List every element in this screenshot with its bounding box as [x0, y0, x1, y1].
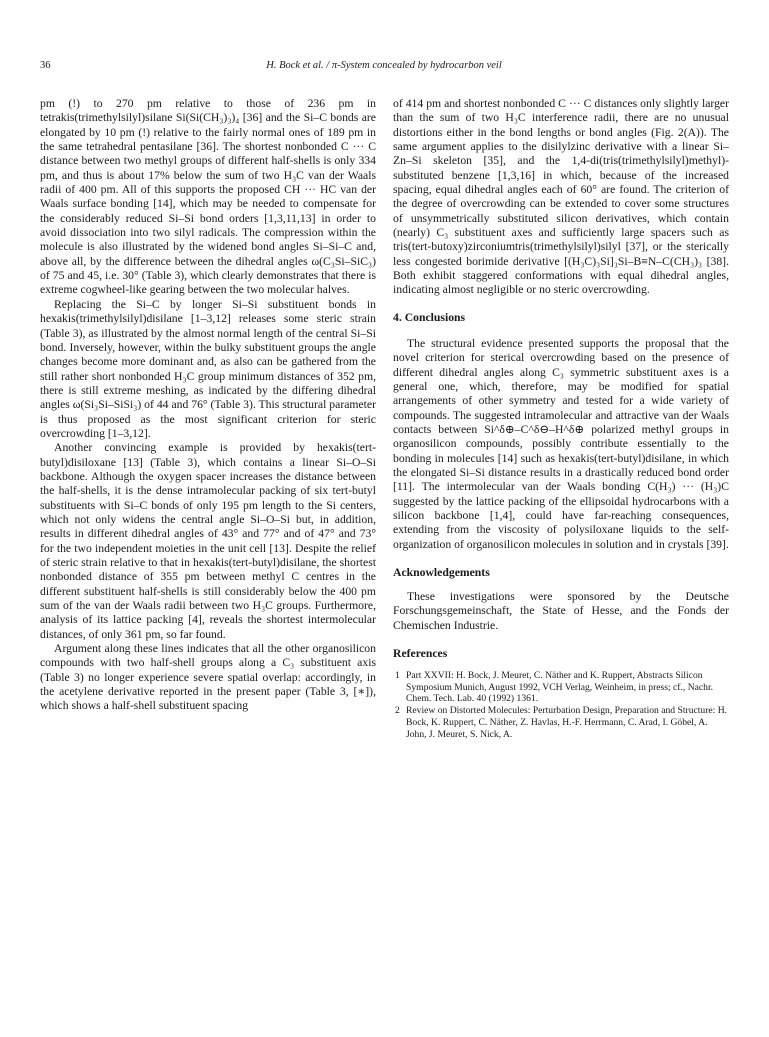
section-heading-conclusions: 4. Conclusions [393, 310, 466, 324]
right-column [393, 97, 729, 740]
reference-item [393, 705, 729, 740]
body-paragraph: of 414 pm and shortest nonbonded C ··· C distances only slightly larger than the sum of two H₃C interference radii, there are no unusual distortions either in the bond lengths or bond angles (Fig. 2(A)). The same argument applies to the disilylzinc derivative with a linear Si–Zn–Si skeleton [35], and the 1,4-di(tris(trimethylsilyl)methyl)-substituted benzene [1,3,16] in which, because of the increased spacing, equal dihedral angles each of 60° are found. The criterion of the degree of overcrowding can be extended to cover some structures of unsymmetrically substituted silicon derivatives, which contain (nearly) C₃ substituent axes and sufficiently large spacers such as tris(tert-butoxy)zirconiumtris(trimethylsilyl)silyl [37], or the sterically less congested borimide derivative [(H₃C)₃Si]₃Si–B≡N–C(CH₃)₃ [38]. Both exhibit staggered conformations with equal dihedral angles, indicating almost negligible or no steric overcrowding. [393, 97, 729, 297]
body-paragraph: Another convincing example is provided by hexakis(tert-butyl)disiloxane [13] (Table 3), which contains a linear Si–O–Si backbone. Although the oxygen spacer increases the distance between the half-shells, it is the dense intramolecular packing of six tert-butyl substituents with Si–C bonds of only 195 pm length to the Si centers, which not only widens the central angle Si–O–Si but, in addition, results in different dihedral angles of 43° and 77° and of 47° and 73° for the two independent moieties in the unit cell [13]. Despite the relief of steric strain relative to that in hexakis(tert-butyl)disilane, the shortest nonbonded distance of 355 pm between methyl C centres in the different substituent half-shells is still considerably below the 400 pm sum of the van der Waals radii between two H₃C groups. Furthermore, analysis of its lattice packing [4], reveals the shortest intermolecular distances, of only 361 pm, so far found. [40, 441, 376, 641]
body-paragraph: The structural evidence presented supports the proposal that the novel criterion for sterical overcrowding based on the presence of different dihedral angles along C₃ symmetric substituent axes is a general one, which, therefore, may be modified for spatial arrangements of other symmetry and tested for a wide variety of compounds. The suggested intramolecular and attractive van der Waals contacts between Si^δ⊕–C^δ⊖–H^δ⊕ polarized methyl groups in organosilicon compounds, possibly contribute essentially to the bonding in molecules [14] such as hexakis(tert-butyl)disilane, in which the elongated Si–Si distance results in a drastically reduced bond order [11]. The intermolecular van der Waals bonding C(H₃) ··· (H₃)C suggested by the lattice packing of the ellipsoidal hydrocarbons with a silicon backbone [1,4], could have far-reaching consequences, extending from the viscosity of polysiloxane liquids to the self-organization of organosilicon molecules in solution and in crystals [39]. [393, 336, 729, 551]
reference-text: Part XXVII: H. Bock, J. Meuret, C. Näther and K. Ruppert, Abstracts Silicon Symposium Munich, August 1992, VCH Verlag, Weinheim, in press; cf., Nachr. Chem. Tech. Lab. 40 (1992) 1361. [406, 670, 714, 705]
reference-list [393, 670, 729, 740]
body-paragraph: pm (!) to 270 pm relative to those of 236 pm in tetrakis(trimethylsilyl)silane Si(Si(CH₃)₃)₄ [36] and the Si–C bonds are elongated by 10 pm (!) relative to the fairly normal ones of 189 pm in the same tetrahedral pentasilane [36]. The shortest nonbonded C ··· C distance between two methyl groups of different half-shells is only 334 pm, and thus is about 17% below the sum of two H₃C van der Waals radii of 400 pm. All of this supports the proposed CH ··· HC van der Waals surface bonding [14], which may be needed to compensate for the considerably reduced Si–Si bond orders [1,3,11,13] in order to avoid dissociation into two silyl radicals. The compression within the molecule is also illustrated by the widened bond angles Si–Si–C and, above all, by the difference between the dihedral angles ω(C₃Si–SiC₃) of 75 and 45, i.e. 30° (Table 3), which clearly demonstrates that there is extreme cogwheel-like gearing between the two molecular halves. [40, 97, 376, 297]
body-paragraph: Replacing the Si–C by longer Si–Si substituent bonds in hexakis(trimethylsilyl)disilane [1–3,12] releases some steric strain (Table 3), as illustrated by the almost normal length of the central Si–Si bond. Inversely, however, within the bulky substituent groups the angle changes become more dominant and, as also can be gathered from the still rather short nonbonded H₃C group minimum distances of 352 pm, there is still extreme meshing, as indicated by the differing dihedral angles ω(Si₃Si–SiSi₃) of 44 and 76° (Table 3). This structural parameter is thus proposed as the most significant criterion for steric overcrowding [1–3,12]. [40, 297, 376, 440]
reference-number: 2 [395, 705, 400, 717]
reference-text: Review on Distorted Molecules: Perturbation Design, Preparation and Structure: H. Bock, K. Ruppert, C. Näther, Z. Havlas, H.-F. Herrmann, C. Arad, I. Göbel, A. John, J. Meuret, S. Nick, A. [406, 705, 728, 740]
left-column [40, 97, 376, 714]
page-header [40, 60, 728, 76]
reference-number: 1 [395, 670, 400, 681]
reference-item [393, 670, 729, 705]
page-number: 36 [40, 60, 51, 71]
section-heading-acknowledgements: Acknowledgements [393, 565, 490, 579]
acknowledgements-paragraph: These investigations were sponsored by the Deutsche Forschungsgemeinschaft, the State of Hesse, and the Fonds der Chemischen Industrie. [393, 589, 729, 632]
body-paragraph: Argument along these lines indicates that all the other organosilicon compounds with two half-shell groups along a C₃ substituent axis (Table 3) no longer experience severe spatial overlap: accordingly, in the acetylene derivative reported in the present paper (Table 3, [∗]), which shows a half-shell substituent spacing [40, 642, 376, 713]
section-heading-references: References [393, 647, 448, 660]
running-head: H. Bock et al. / π-System concealed by hydrocarbon veil [266, 60, 502, 71]
